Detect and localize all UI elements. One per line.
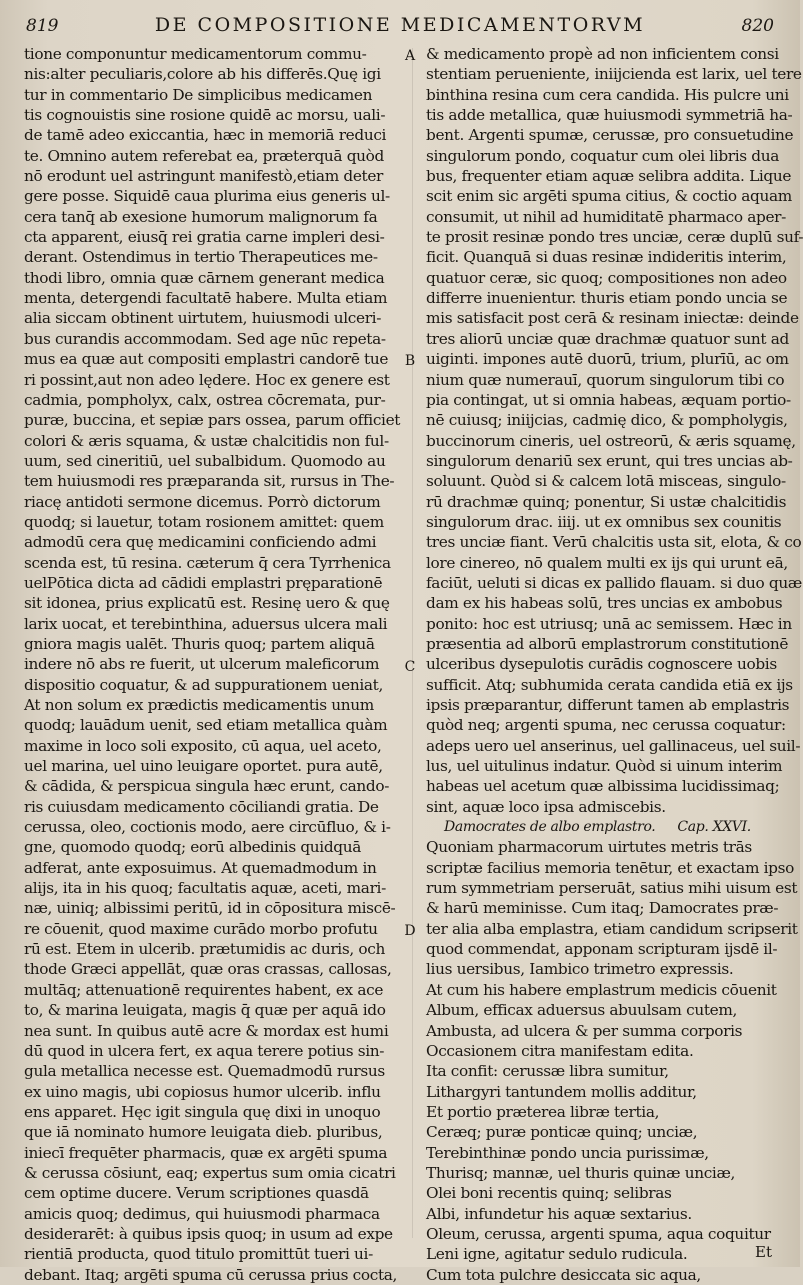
text-line: præsentia ad alborū emplastrorum constitutionē [426,634,789,653]
text-line: bus, frequenter etiam aquæ selibra addita. Lique [426,167,792,186]
text-line: tres aliorū unciæ quæ drachmæ quatuor sunt ad [426,329,789,348]
text-line: nē cuiusq; iniijcias, cadmię dico, & pompholygis, [426,411,788,430]
text-line: thodi libro, omnia quæ cārnem generant medica [24,268,385,287]
text-line: uum, sed cineritiū, uel subalbidum. Quomodo au [24,451,386,470]
text-line: singulorum drac. iiij. ut ex omnibus sex counitis [426,512,782,531]
text-line: sint, aquæ loco ipsa admiscebis. [426,797,666,816]
text-line: ri possint,aut non adeo lędere. Hoc ex genere est [24,370,390,389]
text-line: rum symmetriam perseruāt, satius mihi uisum est [426,879,798,898]
running-header [26,14,774,38]
text-line: ulceribus dysepulotis curādis cognoscere uobis [426,655,777,674]
text-line: admodū cera quę medicamini conficiendo admi [24,533,377,552]
text-line: puræ, buccina, et sepiæ pars ossea, parum officiet [24,411,401,430]
text-line: cta apparent, eiusq̄ rei gratia carne impleri desi- [24,228,385,247]
text-line: & cādida, & perspicua singula hæc erunt, cando- [24,777,390,796]
right-text-column [426,44,803,1285]
verse-line: Ita confit: cerussæ libra sumitur, [426,1062,669,1081]
text-line: ficit. Quanquā si duas resinæ indideritis interim, [426,248,787,267]
text-line: habeas uel acetum quæ albissima lucidissimaq; [426,777,780,796]
chapter-heading [426,817,778,837]
verse-line: Cum tota pulchre desiccata sic aqua, [426,1265,701,1284]
text-line: ris cuiusdam medicamento cōciliandi gratia. De [24,797,379,816]
text-line: mus ea quæ aut compositi emplastri candorē tue [24,350,389,369]
running-title: DE COMPOSITIONE MEDICAMENTORVM [154,14,646,36]
text-line: scit enim sic argēti spuma citius, & coctio aquam [426,187,792,206]
text-line: consumit, ut nihil ad humiditatē pharmaco aper- [426,207,786,226]
text-line: ex uino magis, ubi copiosus humor ulcerib. influ [24,1082,381,1101]
text-line: thode Græci appellāt, quæ oras crassas, callosas, [24,960,392,979]
text-line: ens apparet. Hęc igit singula quę dixi in unoquo [24,1102,381,1121]
left-page-number: 819 [26,16,59,36]
verse-line: Olei boni recentis quinq; selibras [426,1184,672,1203]
text-line: singulorum denariū sex erunt, qui tres uncias ab- [426,451,793,470]
catchword: Et [755,1243,772,1261]
text-line: alijs, ita in his quoq; facultatis aquæ, aceti, mari- [24,879,386,898]
text-line: bus curandis accommodam. Sed age nūc repeta- [24,329,386,348]
text-line: & harū meminisse. Cum itaq; Damocrates præ- [426,899,779,918]
text-line: & medicamento propè ad non inficientem consi [426,45,779,63]
text-line: amicis quoq; dedimus, qui huiusmodi pharmaca [24,1204,380,1223]
text-line: to, & marina leuigata, magis q̄ quæ per aquā ido [24,1001,386,1020]
text-line: derant. Ostendimus in tertio Therapeutices me- [24,248,378,267]
margin-marker: B [404,353,416,370]
text-line: tres unciæ fiant. Verū chalcitis usta sit, elota, & co [426,533,802,552]
text-line: de tamē adeo exiccantia, hæc in memoriā reduci [24,126,387,145]
text-line: quodq; lauādum uenit, sed etiam metallica quàm [24,716,388,735]
text-line: cadmia, pompholyx, calx, ostrea cōcremata, pur- [24,390,386,409]
verse-line: Occasionem citra manifestam edita. [426,1041,694,1060]
chapter-label: Cap. XXVI. [677,819,751,836]
verse-line: Album, efficax aduersus abuulsam cutem, [426,1001,737,1020]
text-line: indere nō abs re fuerit, ut ulcerum maleficorum [24,655,380,674]
text-line: larix uocat, et terebinthina, aduersus ulcera mali [24,614,388,633]
margin-markers [400,44,420,1244]
text-line: quatuor ceræ, sic quoq; compositiones non adeo [426,268,787,287]
text-line: mis satisfacit post cerā & resinam iniectæ: deinde [426,309,799,328]
text-line: uel marina, uel uino leuigare oportet. pura autē, [24,757,383,776]
text-line: rū drachmæ quinq; ponentur, Si ustæ chalcitidis [426,492,787,511]
text-line: gere posse. Siquidē caua plurima eius generis ul- [24,187,390,206]
text-line: quod commendat, apponam scripturam ijsdē il- [426,940,778,959]
verse-line: Ambusta, ad ulcera & per summa corporis [426,1021,743,1040]
text-line: tur in commentario De simplicibus medicamen [24,85,373,104]
text-line: multāq; attenuationē requirentes habent, ex ace [24,980,384,999]
text-line: næ, uiniq; albissimi peritū, id in cōpositura miscē- [24,899,396,918]
text-line: menta, detergendi facultatē habere. Multa etiam [24,289,388,308]
margin-marker: D [404,923,416,940]
right-page-number: 820 [741,16,774,36]
text-line: nium quæ numerauī, quorum singulorum tibi co [426,370,785,389]
left-text-column [24,44,404,1285]
text-line: pia contingat, ut si omnia habeas, æquam portio- [426,390,791,409]
text-line: uelPōtica dicta ad cādidi emplastri pręparationē [24,573,383,592]
verse-line: Leni igne, agitatur sedulo rudicula. [426,1245,688,1264]
verse-line: Albi, infundetur his aquæ sextarius. [426,1204,692,1223]
text-line: que iā nominato humore leuigata dieb. pluribus, [24,1123,383,1142]
text-line: & cerussa cōsiunt, eaq; expertus sum omia cicatri [24,1163,396,1182]
text-line: cerussa, oleo, coctionis modo, aere circūfluo, & i- [24,818,391,837]
text-line: iniecī frequēter pharmacis, quæ ex argēti spuma [24,1143,388,1162]
text-line: lore cinereo, nō qualem multi ex ijs qui urunt eā, [426,553,788,572]
text-line: faciūt, ueluti si dicas ex pallido flauam. si duo quæ [426,573,802,592]
text-line: gula metallica necesse est. Quemadmodū rursus [24,1062,385,1081]
text-line: tem huiusmodi res præparanda sit, rursus in The- [24,472,395,491]
verse-line: Et portio præterea libræ tertia, [426,1102,660,1121]
text-line: dam ex his habeas solū, tres uncias ex ambobus [426,594,783,613]
text-line: dispositio coquatur, & ad suppurationem ueniat, [24,675,383,694]
text-line: rientiā producta, quod titulo promittūt tueri ui- [24,1245,373,1264]
verse-line: At cum his habere emplastrum medicis cōuenit [426,980,777,999]
text-line: scenda est, tū resina. cæterum q̄ cera Tyrrhenica [24,553,391,572]
text-line: lus, uel uitulinus indatur. Quòd si uinum interim [426,757,783,776]
text-line: re cōuenit, quod maxime curādo morbo profutu [24,919,378,938]
text-line: gne, quomodo quodq; eorū albedinis quidquā [24,838,361,857]
text-line: cera tanq̄ ab exesione humorum malignorum fa [24,207,378,226]
text-line: alia siccam obtinent uirtutem, huiusmodi ulceri- [24,309,382,328]
text-line: te. Omnino autem referebat ea, præterquā quòd [24,146,384,165]
text-line: riacę antidoti sermone dicemus. Porrò dictorum [24,492,381,511]
text-line: soluunt. Quòd si & calcem lotā misceas, singulo- [426,472,786,491]
text-line: scriptæ facilius memoria tenētur, et exactam ipso [426,858,794,877]
chapter-title: Damocrates de albo emplastro. [444,819,656,836]
text-line: dū quod in ulcera fert, ex aqua terere potius sin- [24,1041,385,1060]
text-line: adeps uero uel anserinus, uel gallinaceus, uel suil- [426,736,801,755]
text-line: te prosit resinæ pondo tres unciæ, ceræ duplū suf- [426,228,803,247]
text-line: buccinorum cineris, uel ostreorū, & æris squamę, [426,431,796,450]
text-line: debant. Itaq; argēti spuma cū cerussa prius cocta, [24,1265,398,1284]
verse-line: Terebinthinæ pondo uncia purissimæ, [426,1143,709,1162]
verse-line: Ceræq; puræ ponticæ quinq; unciæ, [426,1123,698,1142]
text-line: ipsis præparantur, differunt tamen ab emplastris [426,696,790,714]
text-line: lius uersibus, Iambico trimetro expressis. [426,960,734,979]
text-line: Quoniam pharmacorum uirtutes metris trās [426,838,752,857]
text-line: differre inuenientur. thuris etiam pondo uncia se [426,289,788,308]
text-line: quòd neq; argenti spuma, nec cerussa coquatur: [426,716,786,735]
text-line: binthina resina cum cera candida. His pulcre uni [426,85,789,104]
margin-marker: C [404,658,416,675]
text-line: tis cognouistis sine rosione quidē ac morsu, uali- [24,106,386,125]
verse-line: Lithargyri tantundem mollis additur, [426,1082,697,1101]
text-line: tis adde metallica, quæ huiusmodi symmetriā ha- [426,106,793,125]
text-line: ponito: hoc est utriusq; unā ac semissem. Hæc in [426,614,792,633]
text-line: nis:alter peculiaris,colore ab his differēs.Quę igi [24,65,381,84]
text-line: cem optime ducere. Verum scriptiones quasdā [24,1184,369,1203]
text-line: ter alia alba emplastra, etiam candidum scripserit [426,919,798,938]
text-line: colori & æris squama, & ustæ chalcitidis non ful- [24,431,389,450]
text-line: bent. Argenti spumæ, cerussæ, pro consuetudine [426,126,794,145]
text-line: rū est. Etem in ulcerib. prætumidis ac duris, och [24,940,385,959]
text-line: quodq; si lauetur, totam rosionem amittet: quem [24,512,384,531]
text-line: gniora magis ualēt. Thuris quoq; partem aliquā [24,634,375,653]
verse-line: Oleum, cerussa, argenti spuma, aqua coquitur [426,1224,771,1243]
text-line: nō erodunt uel astringunt manifestò,etiam deter [24,167,383,186]
text-line: sit idonea, prius explicatū est. Resinę uero & quę [24,594,390,613]
text-line: At non solum ex prædictis medicamentis unum [24,696,374,714]
text-line: stentiam perueniente, iniijcienda est larix, uel tere [426,65,802,84]
text-line: sufficit. Atq; subhumida cerata candida etiā ex ijs [426,675,793,694]
text-line: maxime in loco soli exposito, cū aqua, uel aceto, [24,736,382,755]
text-line: singulorum pondo, coquatur cum olei libris dua [426,146,780,165]
text-line: uiginti. impones autē duorū, trium, plurīū, ac om [426,350,789,369]
text-line: nea sunt. In quibus autē acre & mordax est humi [24,1021,389,1040]
text-line: tione componuntur medicamentorum commu- [24,45,367,63]
verse-line: Thurisq; mannæ, uel thuris quinæ unciæ, [426,1163,736,1182]
margin-marker: A [404,48,416,64]
text-line: desiderarēt: à quibus ipsis quoq; in usum ad expe [24,1224,393,1243]
text-line: adferat, ante exposuimus. At quemadmodum in [24,858,377,877]
